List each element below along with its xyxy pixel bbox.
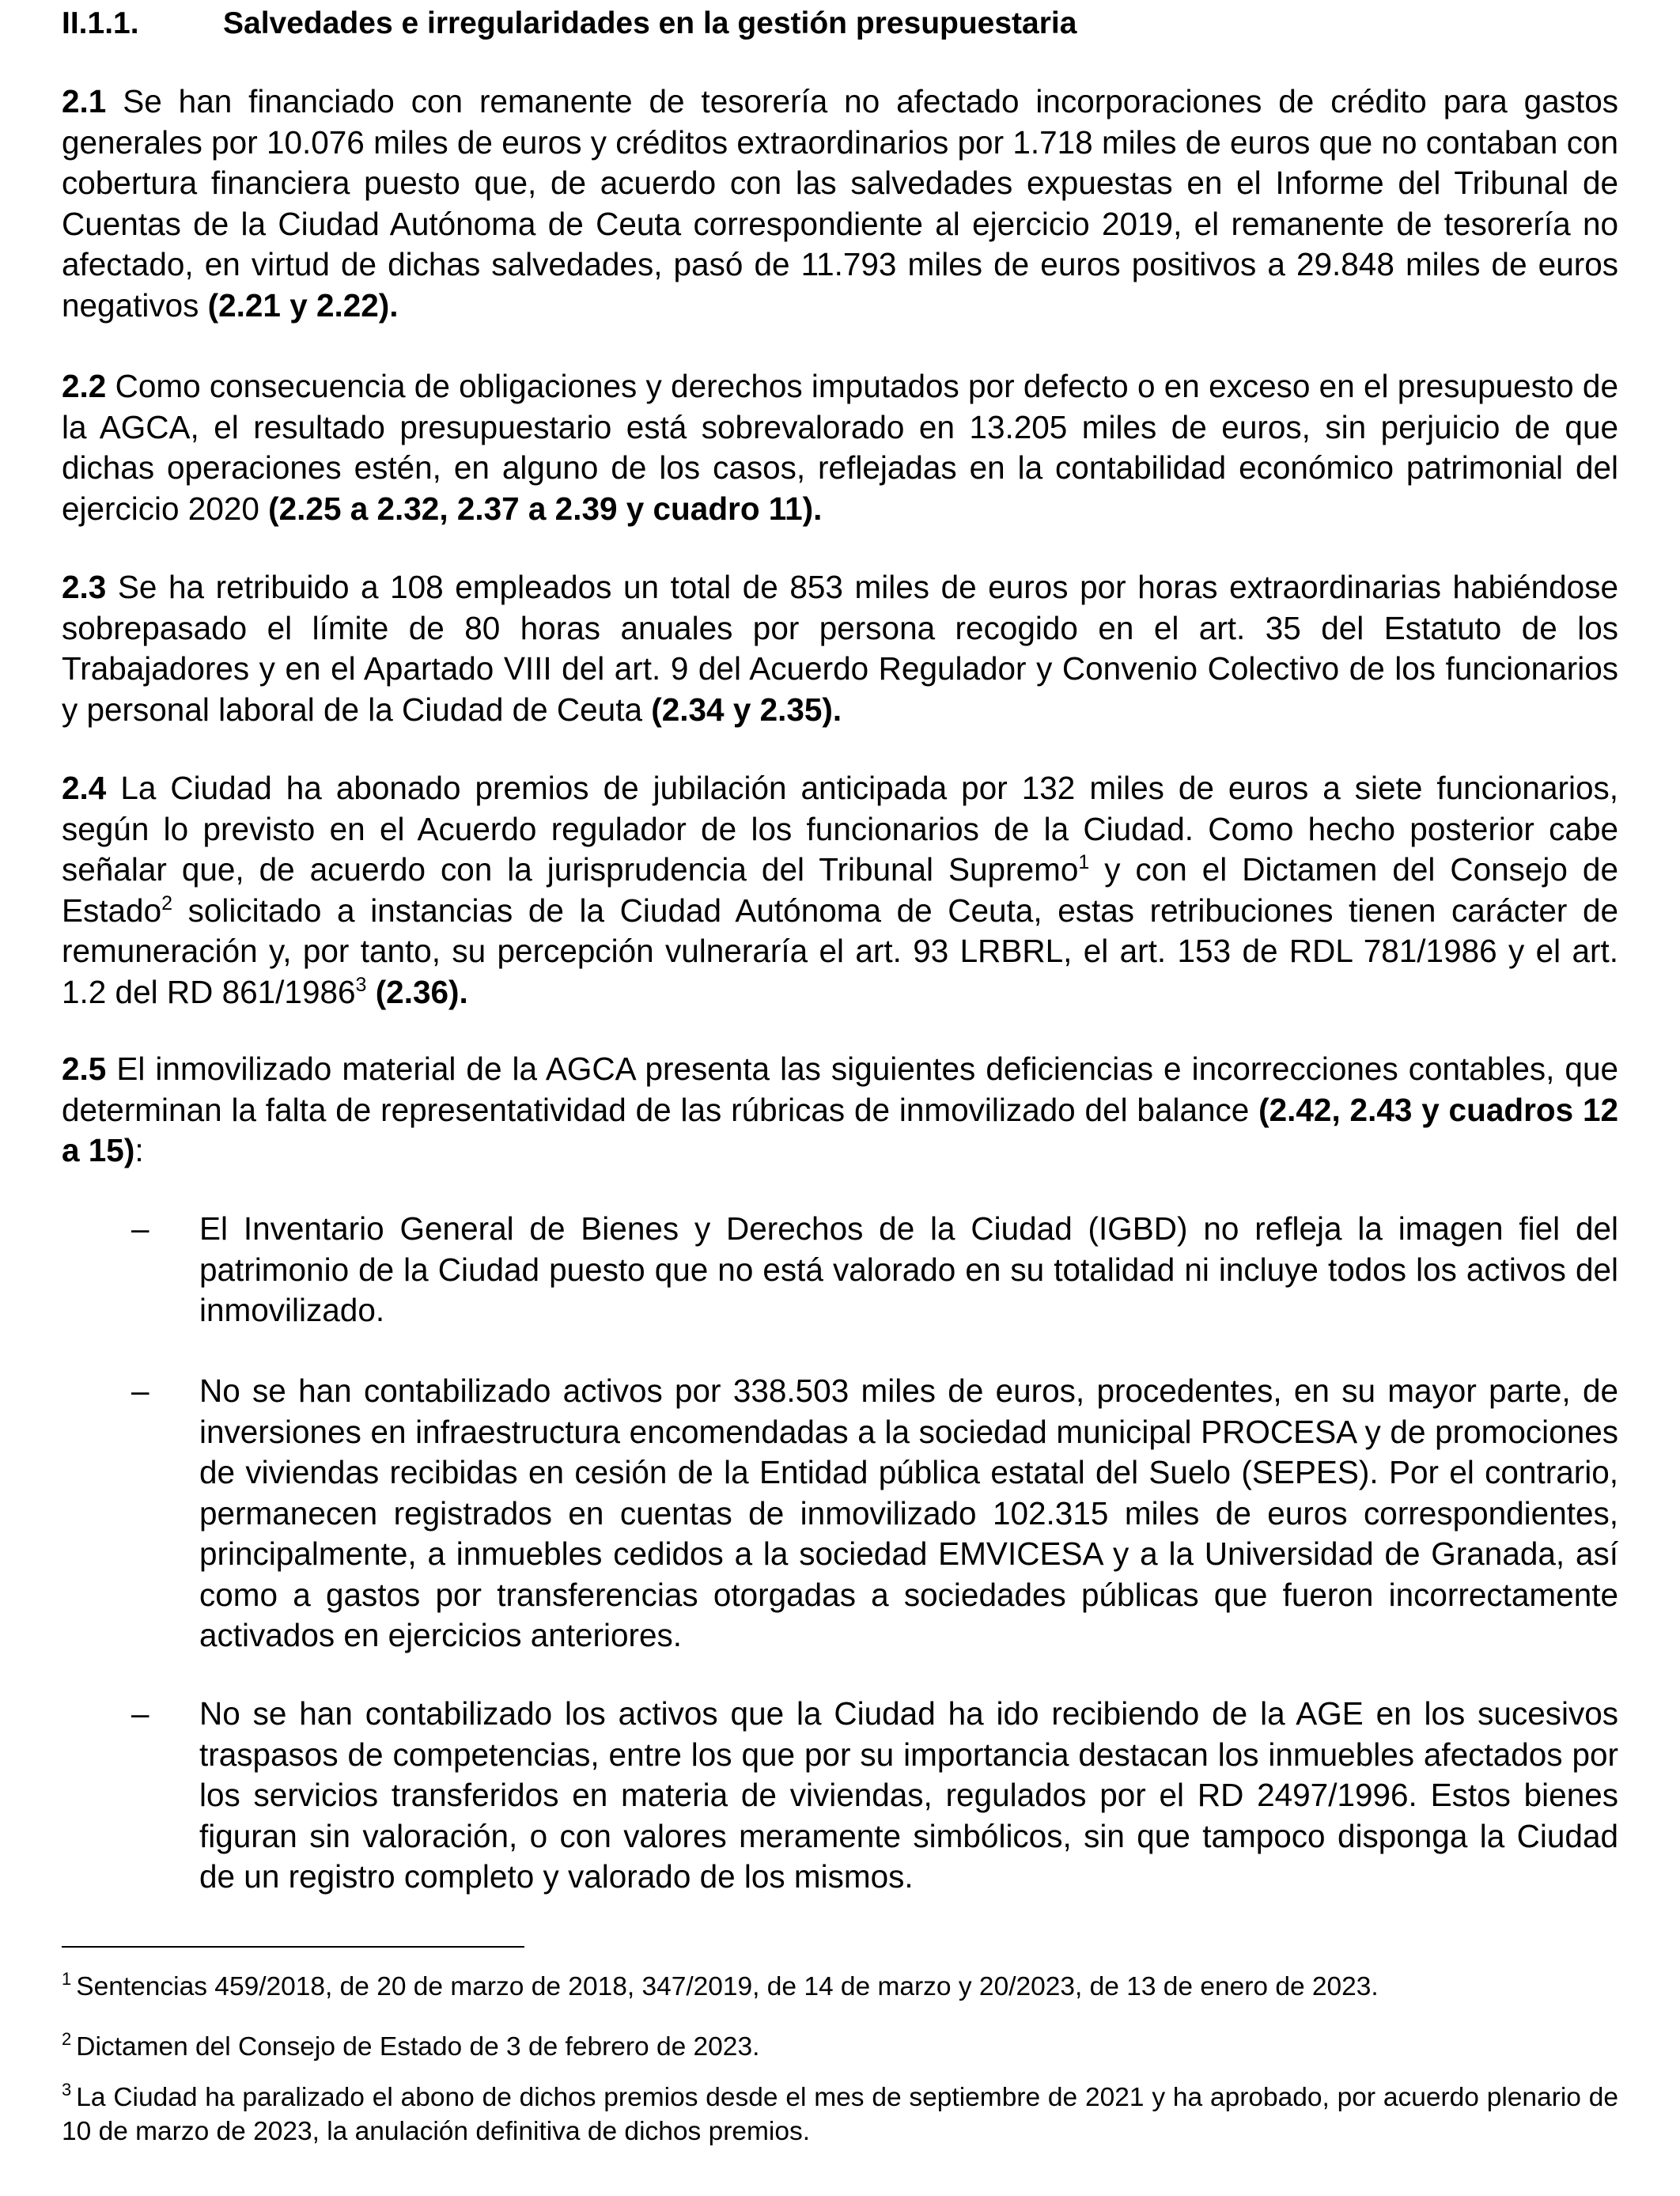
paragraph-2-2 (62, 366, 1618, 529)
paragraph-number: 2.2 (62, 368, 107, 404)
footnote-divider (62, 1946, 524, 1948)
paragraph-2-4 (62, 768, 1618, 1013)
paragraph-number: 2.5 (62, 1051, 107, 1087)
paragraph-2-3 (62, 567, 1618, 730)
section-heading (62, 5, 1076, 43)
footnote-ref-2: 2 (161, 892, 172, 914)
footnote-3 (62, 2081, 1618, 2149)
paragraph-reference: (2.34 y 2.35). (651, 691, 842, 728)
section-title: Salvedades e irregularidades en la gestión presupuestaria (223, 6, 1077, 40)
paragraph-text: Se han financiado con remanente de tesorería no afectado incorporaciones de crédito para gastos generales por 10.076 miles de euros y créditos extraordinarios por 1.718 miles de euros que no contaban con cobertura financiera puesto que, de acuerdo con las salvedades expuestas en el Informe del Tribunal de Cuentas de la Ciudad Autónoma de Ceuta correspondiente al ejercicio 2019, el remanente de tesorería no afectado, en virtud de dichas salvedades, pasó de 11.793 miles de euros positivos a 29.848 miles de euros negativos (62, 83, 1618, 324)
paragraph-reference: (2.25 a 2.32, 2.37 a 2.39 y cuadro 11). (268, 490, 823, 527)
footnote-2 (62, 2030, 1618, 2064)
paragraph-number: 2.4 (62, 770, 107, 806)
dash-bullet-icon: – (131, 1372, 149, 1409)
footnote-ref-3: 3 (355, 973, 367, 996)
footnote-mark: 3 (62, 2080, 72, 2099)
paragraph-text: La Ciudad ha abonado premios de jubilación anticipada por 132 miles de euros a siete funcionarios, según lo previsto en el Acuerdo regulador de los funcionarios de la Ciudad. Como hecho posterior cabe señalar que, de acuerdo con la jurisprudencia del Tribunal Supremo (62, 770, 1618, 888)
paragraph-text: solicitado a instancias de la Ciudad Autónoma de Ceuta, estas retribuciones tienen carácter de remuneración y, por tanto, su percepción vulneraría el art. 93 LRBRL, el art. 153 de RDL 781/1986 y el art. 1.2 del RD 861/1986 (62, 892, 1618, 1010)
bullet-item-1: El Inventario General de Bienes y Derechos de la Ciudad (IGBD) no refleja la imagen fiel del patrimonio de la Ciudad puesto que no está valorado en su totalidad ni incluye todos los activos del inmovilizado. (199, 1210, 1618, 1328)
paragraph-tail: : (134, 1132, 144, 1168)
paragraph-text: Como consecuencia de obligaciones y derechos imputados por defecto o en exceso en el presupuesto de la AGCA, el resultado presupuestario está sobrevalorado en 13.205 miles de euros, sin perjuicio de que dichas operaciones estén, en alguno de los casos, reflejadas en la contabilidad económico patrimonial del ejercicio 2020 (62, 368, 1618, 527)
bullet-item-3: No se han contabilizado los activos que la Ciudad ha ido recibiendo de la AGE en los sucesivos traspasos de competencias, entre los que por su importancia destacan los inmuebles afectados por los servicios transferidos en materia de viviendas, regulados por el RD 2497/1996. Estos bienes figuran sin valoración, o con valores meramente simbólicos, sin que tampoco disponga la Ciudad de un registro completo y valorado de los mismos. (199, 1695, 1618, 1895)
paragraph-text: Se ha retribuido a 108 empleados un total de 853 miles de euros por horas extraordinarias habiéndose sobrepasado el límite de 80 horas anuales por persona recogido en el art. 35 del Estatuto de los Trabajadores y en el Apartado VIII del art. 9 del Acuerdo Regulador y Convenio Colectivo de los funcionarios y personal laboral de la Ciudad de Ceuta (62, 569, 1618, 728)
footnote-mark: 1 (62, 1969, 72, 1989)
footnote-mark: 2 (62, 2029, 72, 2049)
footnote-text: Sentencias 459/2018, de 20 de marzo de 2018, 347/2019, de 14 de marzo y 20/2023, de 13 de enero de 2023. (76, 1972, 1379, 2001)
footnote-text: Dictamen del Consejo de Estado de 3 de febrero de 2023. (76, 2032, 760, 2062)
paragraph-reference: (2.21 y 2.22). (207, 286, 399, 324)
footnote-text: La Ciudad ha paralizado el abono de dichos premios desde el mes de septiembre de 2021 y ha aprobado, por acuerdo plenario de 10 de marzo de 2023, la anulación definitiva de dichos premios. (62, 2083, 1618, 2146)
section-number: II.1.1. (62, 6, 139, 40)
footnote-ref-1: 1 (1078, 851, 1090, 873)
dash-bullet-icon: – (131, 1695, 149, 1732)
paragraph-2-1 (62, 81, 1618, 326)
paragraph-text: El inmovilizado material de la AGCA presenta las siguientes deficiencias e incorrecciones contables, que determinan la falta de representatividad de las rúbricas de inmovilizado del balance (62, 1051, 1618, 1128)
paragraph-reference: (2.36). (366, 973, 468, 1010)
footnote-1 (62, 1970, 1618, 2004)
paragraph-text: y con el Dictamen del Consejo de Estado (62, 851, 1618, 929)
paragraph-2-5 (62, 1049, 1618, 1172)
paragraph-number: 2.1 (62, 83, 107, 119)
paragraph-reference: (2.42, 2.43 y cuadros 12 a 15) (62, 1091, 1618, 1168)
dash-bullet-icon: – (131, 1210, 149, 1247)
paragraph-number: 2.3 (62, 569, 107, 605)
bullet-item-2: No se han contabilizado activos por 338.503 miles de euros, procedentes, en su mayor parte, de inversiones en infraestructura encomendadas a la sociedad municipal PROCESA y de promociones de viviendas recibidas en cesión de la Entidad pública estatal del Suelo (SEPES). Por el contrario, permanecen registrados en cuentas de inmovilizado 102.315 miles de euros correspondientes, principalmente, a inmuebles cedidos a la sociedad EMVICESA y a la Universidad de Granada, así como a gastos por transferencias otorgadas a sociedades públicas que fueron incorrectamente activados en ejercicios anteriores. (199, 1372, 1618, 1653)
